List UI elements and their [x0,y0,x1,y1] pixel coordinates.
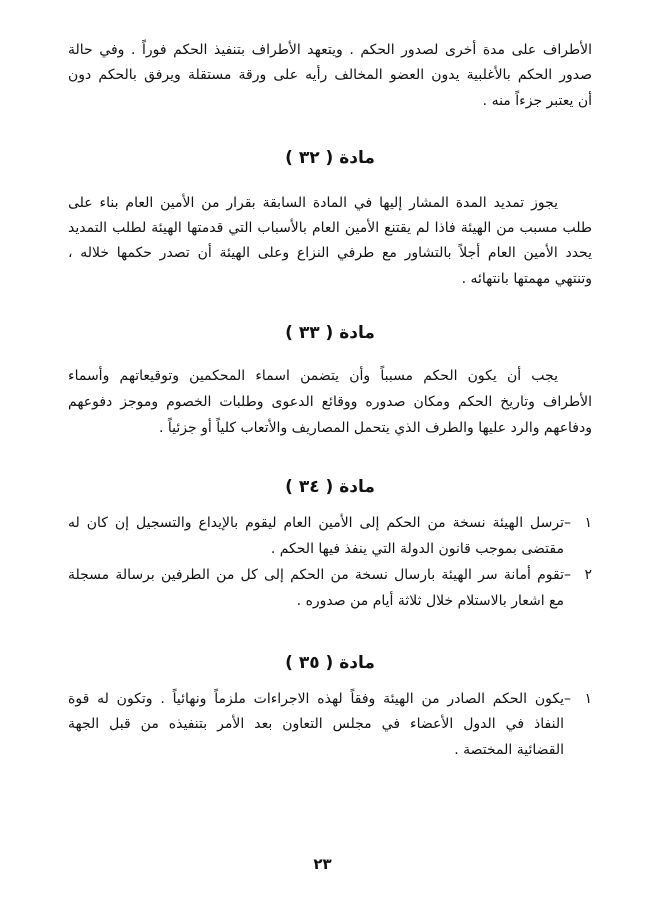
text-line: يحدد الأمين العام أجلاً بالتشاور مع طرفي النزاع وعلى الهيئة أن تصدر حكمها خلاله ، [68,245,592,261]
list-item-line: مع اشعار بالاستلام خلال ثلاثة أيام من صدوره . [296,593,564,609]
list-item-line: القضائية المختصة . [454,742,564,758]
item-number: ١ – [564,515,592,531]
list-item-line: مقتضى بموجب قانون الدولة التي ينفذ فيها الحكم . [270,541,564,557]
article-heading: مادة ( ٣٢ ) [285,148,375,168]
list-item-line: النفاذ في الدول الأعضاء في مجلس التعاون بعد الأمر بتنفيذه من قبل الجهة [68,716,564,732]
text-line: وتنتهي مهمتها بانتهائه . [461,271,592,287]
text-line: صدور الحكم بالأغلبية يدون العضو المخالف رأيه على ورقة مستقلة ويرفق بالحكم دون [68,67,592,83]
list-item-line [68,689,592,709]
text-line: يجب أن يكون الحكم مسبباً وأن يتضمن اسماء المحكمين وتوقيعاتهم وأسماء [68,368,558,384]
text-line: أن يعتبر جزءاً منه . [482,93,592,109]
list-item-line [68,513,592,533]
text-line: طلب مسبب من الهيئة فاذا لم يقتنع الأمين العام بالأسباب التي قدمتها الهيئة لطلب التمديد [68,220,592,236]
article-heading: مادة ( ٣٤ ) [285,477,375,497]
item-text: يكون الحكم الصادر من الهيئة وفقاً لهذه الاجراءات ملزماً ونهائياً . وتكون له قوة [68,691,564,707]
text-line: الأطراف على مدة أخرى لصدور الحكم . ويتعهد الأطراف بتنفيذ الحكم فوراً . وفي حالة [68,42,592,58]
item-text: ترسل الهيئة نسخة من الحكم إلى الأمين العام ليقوم بالإيداع والتسجيل إن كان له [68,515,564,531]
page-number: ٢٣ [313,855,332,873]
item-number: ٢ – [564,567,592,583]
item-number: ١ – [564,691,592,707]
item-text: تقوم أمانة سر الهيئة بارسال نسخة من الحكم إلى كل من الطرفين برسالة مسجلة [68,567,564,583]
article-heading: مادة ( ٣٥ ) [285,653,375,673]
text-line: ودفاعهم والرد عليها والطرف الذي يتحمل المصاريف والأتعاب كلياً أو جزئياً . [159,420,592,436]
text-line: الأطراف وتاريخ الحكم ومكان صدوره ووقائع الدعوى وطلبات الخصوم وموجز دفوعهم [68,394,592,410]
text-line: يجوز تمديد المدة المشار إليها في المادة السابقة بقرار من الأمين العام بناء على [68,195,558,211]
list-item-line [68,565,592,585]
article-heading: مادة ( ٣٣ ) [285,323,375,343]
